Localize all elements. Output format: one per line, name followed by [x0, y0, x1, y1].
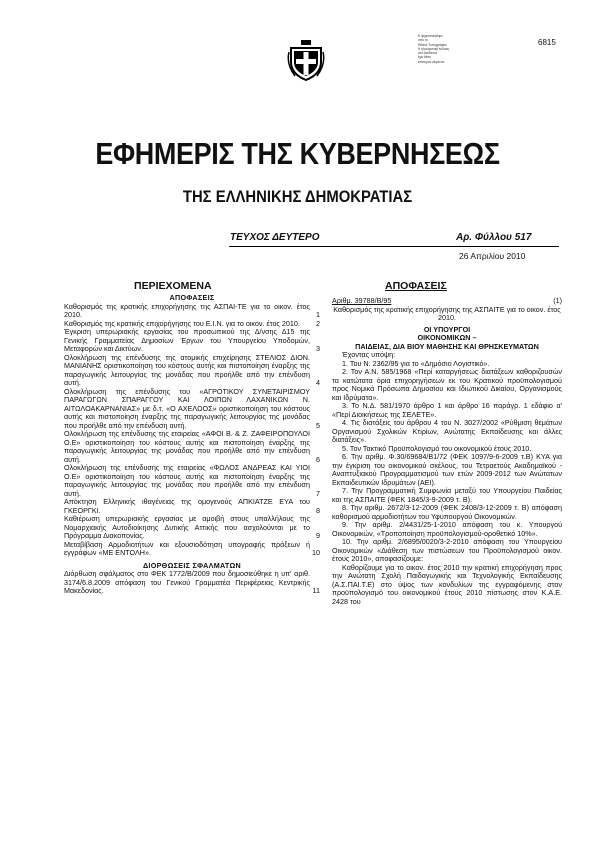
legal-basis-item: 6. Την αριθμ. Φ.30/69684/Β1/72 (ΦΕΚ 1097/9-6-2009 τ.Β) ΚΥΑ για την έγκριση του οικονομικού σκέλους, του Τετραετούς Ακαδημαϊκού - Αναπτυξιακού Προγραμματισμού των ετών 2009-2012 των Ανώτατων Εκπαιδευτικών Ιδρυμάτων (ΑΕΙ). — [332, 452, 562, 487]
contents-entry[interactable] — [64, 541, 320, 558]
issue-date: 26 Απριλίου 2010 — [459, 251, 526, 261]
contents-entry[interactable] — [64, 430, 320, 464]
entry-text: Ολοκλήρωση της επένδυσης της εταιρείας «ΦΩΛΟΣ ΑΝΔΡΕΑΣ ΚΑΙ ΥΙΟΙ Ο.Ε» οριστικοποίηση του κόστους αυτής και πιστοποίηση έναρξης της παραγωγικής λειτουργίας της μονάδας που προήλθε από την επένδυση αυτή. — [64, 463, 310, 498]
stamp-line: από το — [418, 38, 428, 43]
decisions-heading: ΑΠΟΦΑΣΕΙΣ — [385, 280, 447, 292]
entry-page: 8 — [316, 505, 320, 515]
contents-heading: ΠΕΡΙΕΧΟΜΕΝΑ — [134, 280, 212, 292]
issue-label: ΤΕΥΧΟΣ ΔΕΥΤΕΡΟ — [230, 232, 320, 243]
entry-page: 4 — [316, 378, 320, 387]
contents-entry[interactable] — [64, 328, 320, 354]
considering-label: Έχοντας υπόψη: — [342, 350, 396, 359]
entry-page: 2 — [316, 318, 320, 328]
entry-page: 6 — [316, 454, 320, 464]
entry-text: Καθορισμός της κρατικής επιχορήγησης της ΑΣΠΑΙ-ΤΕ για το οικον. έτος 2010. — [64, 301, 310, 319]
ministers-line: ΟΙΚΟΝΟΜΙΚΩΝ – — [417, 333, 477, 342]
entry-page: 1 — [316, 310, 320, 319]
header-divider — [229, 246, 559, 247]
legal-basis-item: 5. Τον Τακτικό Προϋπολογισμό του οικονομικού έτους 2010. — [342, 443, 532, 453]
legal-basis-item: 1. Του Ν. 2362/95 για το «Δημόσιο Λογιστικό». — [342, 358, 490, 368]
entry-text: Καθορισμός της κρατικής επιχορήγησης του Ε.Ι.Ν. για το οικον. έτος 2010. — [64, 318, 300, 328]
contents-column — [64, 294, 320, 596]
entry-text: Ολοκλήρωση της επένδυσης του «ΑΓΡΟΤΙΚΟΥ ΣΥΝΕΤΑΙΡΙΣΜΟΥ ΠΑΡΑΓΩΓΩΝ ΣΠΑΡΑΓΓΟΥ ΚΑΙ ΛΟΙΠΩΝ ΛΑΧΑΝΙΚΩΝ Ν. ΑΙΤΩΛΟΑΚΑΡΝΑΝΙΑΣ» με δ.τ. «Ο ΑΧΕΛΩΟΣ» οριστικοποίηση του κόστους αυτής και πιστοποίηση έναρξης της παραγωγικής λειτουργίας της μονάδας που προήλθε από την επένδυση αυτή. — [64, 386, 310, 430]
decisions-column — [332, 297, 562, 606]
gazette-subtitle: ΤΗΣ ΕΛΛΗΝΙΚΗΣ ΔΗΜΟΚΡΑΤΙΑΣ — [182, 188, 413, 206]
ministers-line: ΠΑΙΔΕΙΑΣ, ΔΙΑ ΒΙΟΥ ΜΑΘΗΣΗΣ ΚΑΙ ΘΡΗΣΚΕΥΜΑΤΩΝ — [355, 341, 539, 351]
digitization-stamp — [418, 34, 518, 64]
legal-basis-item: 4. Τις διατάξεις του άρθρου 4 του Ν. 3027/2002 «Ρύθμιση θεμάτων Οργανισμού Σχολικών Κτιρίων, Ανώτατης Εκπαίδευσης και άλλες διατάξεις». — [332, 418, 562, 444]
legal-basis-item: 3. Το Ν.Δ. 581/1970 άρθρο 1 και άρθρο 16 παράγρ. 1 εδάφιο α' «Περί Διοικήσεως της ΣΕΛΕΤΕ». — [332, 401, 562, 419]
entry-page: 5 — [316, 420, 320, 430]
gazette-title: ΕΦΗΜΕΡΙΣ ΤΗΣ ΚΥΒΕΡΝΗΣΕΩΣ — [95, 136, 500, 171]
entry-text: Διόρθωση σφάλματος στο ΦΕΚ 1772/Β/2009 που δημοσιεύθηκε η υπ' αριθ. 3174/6.8.2009 απόφαση του Γενικού Γραμματέα Περιφέρειας Κεντρικής Μακεδονίας. — [64, 569, 310, 595]
stamp-line: Η ηλεκτρονική έκδοση — [418, 46, 450, 51]
legal-basis-item: 8. Την αριθμ. 2672/3-12-2009 (ΦΕΚ 2408/3-12-2009 τ. Β) απόφαση καθορισμού αρμοδιοτήτων του Υφυπουργού Οικονομικών. — [332, 503, 562, 521]
contents-entry[interactable] — [64, 498, 320, 515]
entry-text: Έγκριση υπερωριακής εργασίας του προσωπικού της Δ/νσης Δ15 της Γενικής Γραμματείας Δημοσίων Έργων του Υπουργείου Υποδομών, Μεταφορών και Δικτύων. — [64, 327, 310, 353]
legal-basis-item: 7. Την Προγραμματική Συμφωνία μεταξύ του Υπουργείου Παιδείας και της ΑΣΠΑΙΤΕ (ΦΕΚ 1845/3-9-2009 τ. Β). — [332, 486, 562, 504]
contents-entry[interactable] — [64, 464, 320, 498]
contents-corrections-heading: ΔΙΟΡΘΩΣΕΙΣ ΣΦΑΛΜΑΤΩΝ — [142, 560, 242, 570]
entry-text: Ολοκλήρωση της επένδυσης της εταιρείας «ΑΦΟΙ Β. & Ζ. ΖΑΦΕΙΡΟΠΟΥΛΟΙ Ο.Ε» οριστικοποίηση του κόστους αυτής και πιστοποίηση έναρξης της παραγωγικής λειτουργίας της μονάδας που προήλθε από την επένδυση αυτή. — [64, 429, 310, 464]
entry-text: Ολοκλήρωση της επένδυσης της ατομικής επιχείρησης ΣΤΕΛΙΟΣ ΔΙΟΝ. ΜΑΝΙΑΝΗΣ οριστικοποίηση του κόστους αυτής και πιστοποίηση έναρξης της παραγωγικής λειτουργίας της μονάδας που προήλθε από την επένδυση αυτή. — [64, 352, 310, 387]
contents-entry[interactable] — [64, 515, 320, 541]
greek-coat-of-arms-icon — [287, 38, 325, 84]
decision-body: Καθορίζουμε για το οικον. έτος 2010 την κρατική επιχορήγηση προς την Ανώτατη Σχολή Παιδαγωγικής και Τεχνολογικής Εκπαίδευσης (Α.Σ.ΠΑΙ.Τ.Ε) στο ύψος των κονδυλίων της εγγραφόμενης στον προϋπολογισμό του οικονομικού έτους 2010 πίστωσης στον Κ.Α.Ε. 2428 του — [332, 562, 562, 606]
legal-basis-item: 9. Την αριθμ. 2/4431/25-1-2010 απόφαση του κ. Υπουργού Οικονομικών, «Τροποποίηση προϋπολογισμού-οροθετικό 10%». — [332, 520, 562, 538]
entry-text: Μεταβίβαση Αρμοδιοτήτων και εξουσιοδότηση υπογραφής πράξεων ή εγγράφων «ΜΕ ΕΝΤΟΛΗ». — [64, 539, 310, 557]
decision-subject: Καθορισμός της κρατικής επιχορήγησης της ΑΣΠΑΙΤΕ για το οικον. έτος 2010. — [333, 304, 561, 322]
entry-page: 10 — [312, 548, 320, 557]
stamp-line: επίσημου κειμένου — [418, 59, 445, 64]
stamp-line: Ε ψηφιοποιήθηκε — [418, 34, 443, 38]
entry-text: Απόκτηση Ελληνικής ιθαγένειας της ομογενούς ΑΠΚΙΑΤΖΕ ΕΥΑ του ΓΚΕΟΡΓΚΙ. — [64, 497, 310, 515]
page-number: 6815 — [538, 38, 556, 47]
contents-entry[interactable] — [64, 303, 320, 320]
contents-entry[interactable] — [64, 570, 320, 596]
contents-entry[interactable] — [64, 388, 320, 431]
stamp-line: έχει θέση — [418, 55, 432, 60]
stamp-line: Εθνικό Τυπογραφείο — [418, 42, 447, 47]
entry-page: 3 — [316, 344, 320, 353]
decision-number: Αριθμ. 39788/Β/95 — [332, 296, 392, 305]
entry-page: 11 — [312, 586, 320, 595]
legal-basis-item: 2. Τον Α.Ν. 585/1968 «Περί καταργήσεως διατάξεων καθοριζουσών τα κατώτατα όρια επιχορηγήσεων εκ του Κρατικού προϋπολογισμού προς Νομικά Πρόσωπα Δημοσίου και Ιδιωτικού Δικαίου, Οργανισμούς και Ιδρύματα». — [332, 367, 562, 402]
decision-marker: (1) — [553, 296, 562, 305]
legal-basis-item: 10. Την αριθμ. 2/6895/0020/3-2-2010 απόφαση του Υπουργείου Οικονομικών «Διάθεση των πιστώσεων του Προϋπολογισμού οικον. έτους 2010», αποφασίζουμε: — [332, 537, 562, 563]
sheet-number: Αρ. Φύλλου 517 — [456, 232, 532, 243]
entry-page: 7 — [316, 488, 320, 498]
entry-page: 9 — [316, 531, 320, 540]
contents-entry[interactable] — [64, 354, 320, 388]
stamp-line: στο Διαδίκτυο — [418, 51, 438, 56]
entry-text: Καθιέρωση υπερωριακής εργασίας με αμοιβή στους υπαλλήλους της Νομαρχιακής Αυτοδιοίκησης Δυτικής Αττικής που ασχολούνται με το Πρόγραμμα Διακοπονίας. — [64, 514, 310, 540]
contents-decisions-heading: ΑΠΟΦΑΣΕΙΣ — [169, 293, 215, 302]
ministers-line: ΟΙ ΥΠΟΥΡΓΟΙ — [423, 324, 471, 334]
